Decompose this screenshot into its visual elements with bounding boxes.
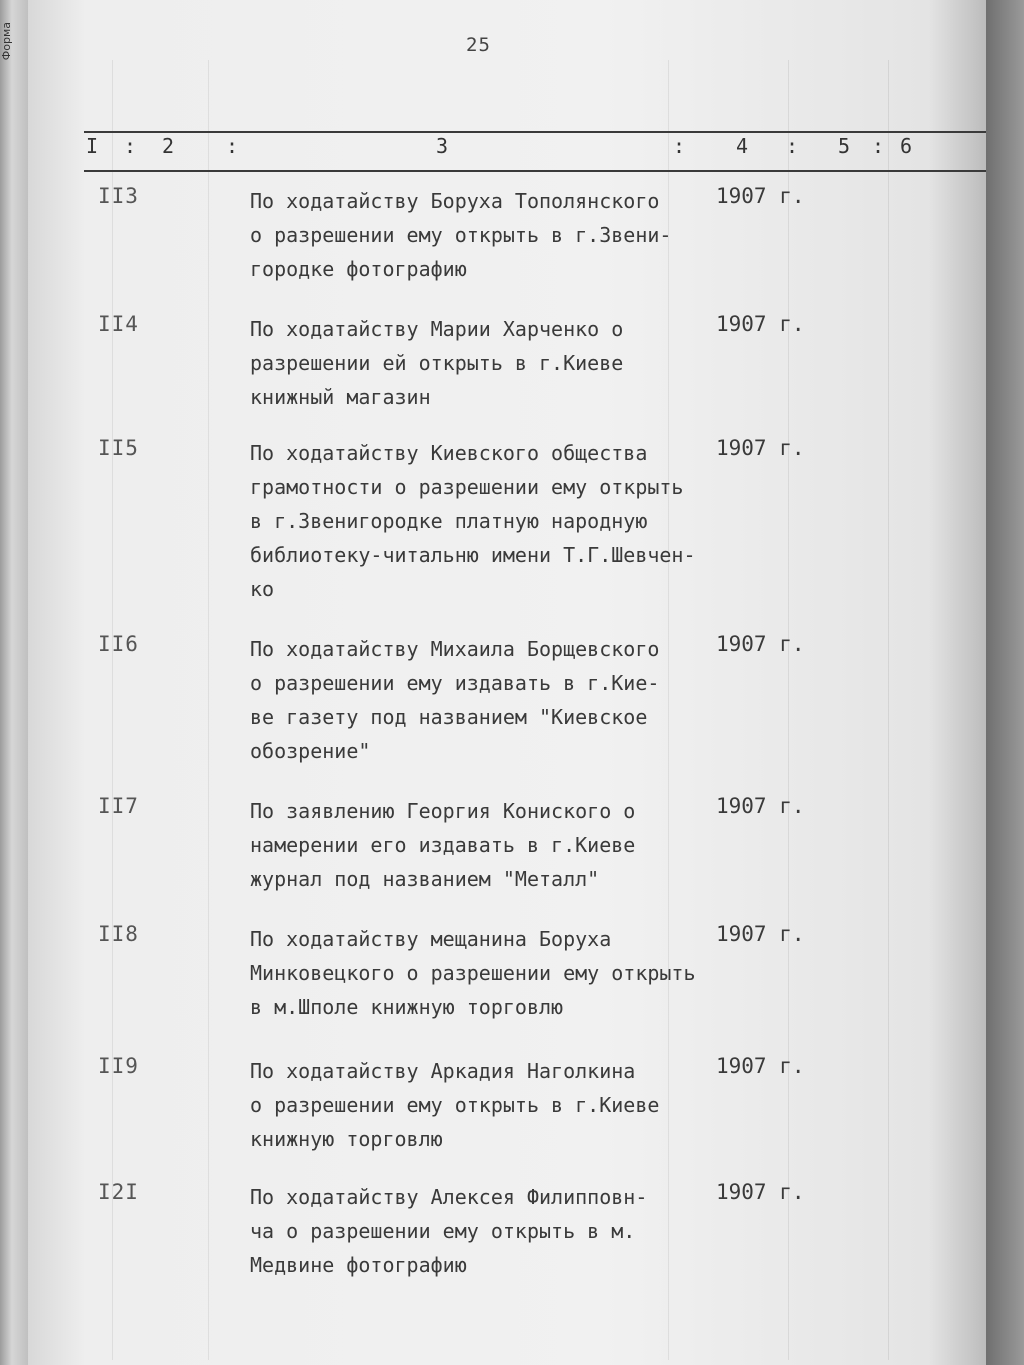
description-line: книжную торговлю [250,1127,443,1151]
column-separator: : [124,134,137,158]
description-line: журнал под названием "Металл" [250,867,600,891]
page-number: 25 [466,34,491,56]
entry-description [250,632,730,768]
column-separator: : [673,134,686,158]
entry-number: II6 [98,632,139,656]
description-line: По ходатайству Боруха Тополянского [250,189,660,213]
entry-number: II8 [98,922,139,946]
description-line: городке фотографию [250,257,467,281]
description-line: Медвине фотографию [250,1253,467,1277]
entry-year: 1907 г. [716,922,805,946]
description-line: ве газету под названием "Киевское [250,705,648,729]
description-line: По ходатайству Михаила Борщевского [250,637,660,661]
entry-number: I2I [98,1180,139,1204]
entry-number: II7 [98,794,139,818]
column-header-4: 4 [736,134,749,158]
document-page [28,0,986,1365]
description-line: По ходатайству Киевского общества [250,441,648,465]
entry-description [250,436,730,606]
entry-number: II4 [98,312,139,336]
column-header-1: I [86,134,99,158]
description-line: о разрешении ему открыть в г.Киеве [250,1093,660,1117]
entry-year: 1907 г. [716,1054,805,1078]
description-line: По ходатайству Марии Харченко о [250,317,624,341]
description-line: Минковецкого о разрешении ему открыть [250,961,696,985]
entry-year: 1907 г. [716,312,805,336]
description-line: в м.Шполе книжную торговлю [250,995,564,1019]
entry-year: 1907 г. [716,632,805,656]
description-line: По ходатайству Аркадия Наголкина [250,1059,636,1083]
adjacent-page-spine [0,0,30,1365]
column-header-6: 6 [900,134,913,158]
description-line: в г.Звенигородке платную народную [250,509,648,533]
entry-description [250,794,730,896]
entry-description [250,312,730,414]
description-line: библиотеку-читальню имени Т.Г.Шевчен- [250,543,696,567]
description-line: грамотности о разрешении ему открыть [250,475,684,499]
description-line: намерении его издавать в г.Киеве [250,833,636,857]
description-line: По ходатайству Алексея Филипповн- [250,1185,648,1209]
header-bottom-rule [84,170,992,172]
column-separator: : [872,134,885,158]
entry-year: 1907 г. [716,794,805,818]
entry-description [250,1054,730,1156]
column-rule [888,60,889,1360]
entry-year: 1907 г. [716,184,805,208]
description-line: о разрешении ему открыть в г.Звени- [250,223,672,247]
column-header-3: 3 [436,134,449,158]
description-line: обозрение" [250,739,371,763]
description-line: По заявлению Георгия Кониского о [250,799,636,823]
entry-description [250,1180,730,1282]
column-header-2: 2 [162,134,175,158]
description-line: ча о разрешении ему открыть в м. [250,1219,636,1243]
entry-description [250,922,730,1024]
entry-number: II5 [98,436,139,460]
description-line: По ходатайству мещанина Боруха [250,927,612,951]
column-rule [208,60,209,1360]
description-line: книжный магазин [250,385,431,409]
description-line: о разрешении ему издавать в г.Кие- [250,671,660,695]
description-line: разрешении ей открыть в г.Киеве [250,351,624,375]
column-rule [112,60,113,1360]
desk-background [986,0,1024,1365]
column-header-5: 5 [838,134,851,158]
header-top-rule [84,131,992,133]
entry-description [250,184,730,286]
column-separator: : [786,134,799,158]
description-line: ко [250,577,275,601]
column-separator: : [226,134,239,158]
entry-number: II9 [98,1054,139,1078]
entry-number: II3 [98,184,139,208]
entry-year: 1907 г. [716,1180,805,1204]
entry-year: 1907 г. [716,436,805,460]
column-rule [788,60,789,1360]
spine-label: Форма [0,22,13,61]
